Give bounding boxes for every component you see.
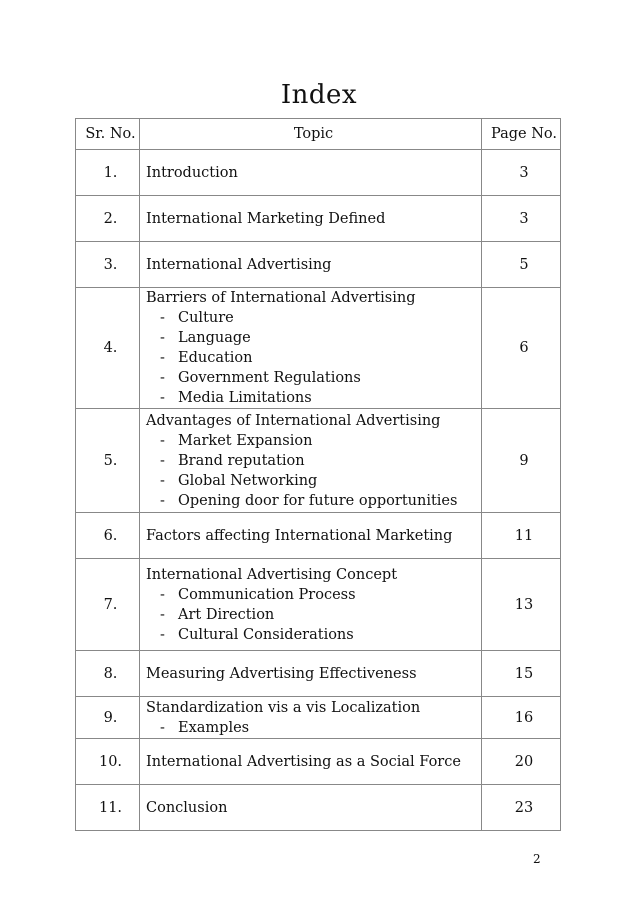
table-row (76, 242, 561, 288)
sr-no-cell: 10. (76, 739, 140, 785)
dash-bullet-icon: - (160, 330, 165, 346)
topic-cell (140, 697, 482, 739)
table-row (76, 739, 561, 785)
header-page-no: Page No. (482, 119, 561, 150)
dash-bullet-icon: - (160, 452, 165, 469)
topic-title: Factors affecting International Marketing (146, 527, 453, 544)
table-row (76, 697, 561, 739)
table-row (76, 150, 561, 196)
subtopic-item (160, 605, 481, 625)
table-row (76, 513, 561, 559)
subtopic-item (160, 625, 481, 645)
sr-no-cell: 4. (76, 288, 140, 409)
subtopic-item (160, 388, 481, 408)
subtopic-label: Education (178, 350, 253, 366)
sr-no-cell: 6. (76, 513, 140, 559)
dash-bullet-icon: - (160, 432, 165, 449)
subtopic-label: Communication Process (178, 586, 356, 603)
dash-bullet-icon: - (160, 626, 165, 643)
topic-title: International Advertising Concept (146, 566, 398, 583)
topic-title: International Marketing Defined (146, 210, 386, 227)
dash-bullet-icon: - (160, 719, 165, 736)
dash-bullet-icon: - (160, 390, 165, 406)
topic-title: Advantages of International Advertising (146, 412, 441, 429)
subtopic-item (160, 585, 481, 605)
subtopic-label: Opening door for future opportunities (178, 492, 458, 509)
table-row (76, 409, 561, 513)
sr-no-cell: 1. (76, 150, 140, 196)
table-row (76, 559, 561, 651)
subtopic-item (160, 491, 481, 511)
subtopic-label: Language (178, 330, 251, 346)
page-no-cell: 3 (482, 150, 561, 196)
subtopic-label: Art Direction (178, 606, 275, 623)
subtopic-label: Brand reputation (178, 452, 305, 469)
dash-bullet-icon: - (160, 472, 165, 489)
subtopic-label: Cultural Considerations (178, 626, 354, 643)
subtopic-item (160, 431, 481, 451)
topic-title: International Advertising as a Social Force (146, 753, 461, 770)
subtopic-item (160, 368, 481, 388)
header-topic: Topic (140, 119, 482, 150)
table-row (76, 196, 561, 242)
subtopic-list (146, 585, 481, 645)
topic-cell (140, 785, 482, 831)
subtopic-list (146, 718, 481, 738)
topic-title: Introduction (146, 164, 238, 181)
topic-title: Measuring Advertising Effectiveness (146, 665, 417, 682)
topic-title: Barriers of International Advertising (146, 290, 416, 306)
dash-bullet-icon: - (160, 310, 165, 326)
topic-title: International Advertising (146, 256, 332, 273)
sr-no-cell: 11. (76, 785, 140, 831)
topic-cell (140, 242, 482, 288)
topic-cell (140, 409, 482, 513)
topic-cell (140, 288, 482, 409)
page-no-cell: 6 (482, 288, 561, 409)
sr-no-cell: 3. (76, 242, 140, 288)
subtopic-label: Media Limitations (178, 390, 312, 406)
subtopic-label: Culture (178, 310, 234, 326)
subtopic-label: Examples (178, 719, 250, 736)
table-row (76, 651, 561, 697)
dash-bullet-icon: - (160, 350, 165, 366)
page-no-cell: 3 (482, 196, 561, 242)
dash-bullet-icon: - (160, 492, 165, 509)
index-table (75, 118, 561, 831)
sr-no-cell: 5. (76, 409, 140, 513)
page-no-cell: 20 (482, 739, 561, 785)
page-no-cell: 16 (482, 697, 561, 739)
index-rows (76, 150, 561, 831)
dash-bullet-icon: - (160, 606, 165, 623)
subtopic-item (160, 348, 481, 368)
sr-no-cell: 2. (76, 196, 140, 242)
subtopic-item (160, 718, 481, 738)
sr-no-cell: 8. (76, 651, 140, 697)
page-number: 2 (533, 852, 541, 866)
topic-cell (140, 651, 482, 697)
topic-cell (140, 196, 482, 242)
topic-title: Standardization vis a vis Localization (146, 699, 421, 716)
dash-bullet-icon: - (160, 370, 165, 386)
sr-no-cell: 9. (76, 697, 140, 739)
subtopic-item (160, 308, 481, 328)
topic-cell (140, 739, 482, 785)
topic-cell (140, 559, 482, 651)
subtopic-item (160, 328, 481, 348)
topic-title: Conclusion (146, 799, 228, 816)
subtopic-label: Global Networking (178, 472, 318, 489)
page-no-cell: 13 (482, 559, 561, 651)
header-row (76, 119, 561, 150)
subtopic-item (160, 471, 481, 491)
topic-cell (140, 150, 482, 196)
subtopic-list (146, 308, 481, 408)
page-title: Index (280, 80, 358, 110)
subtopic-label: Market Expansion (178, 432, 313, 449)
header-sr-no: Sr. No. (76, 119, 140, 150)
table-row (76, 288, 561, 409)
page-no-cell: 11 (482, 513, 561, 559)
page-no-cell: 5 (482, 242, 561, 288)
page-no-cell: 23 (482, 785, 561, 831)
topic-cell (140, 513, 482, 559)
table-row (76, 785, 561, 831)
dash-bullet-icon: - (160, 586, 165, 603)
page-no-cell: 15 (482, 651, 561, 697)
page-no-cell: 9 (482, 409, 561, 513)
sr-no-cell: 7. (76, 559, 140, 651)
subtopic-label: Government Regulations (178, 370, 361, 386)
subtopic-item (160, 451, 481, 471)
subtopic-list (146, 431, 481, 511)
